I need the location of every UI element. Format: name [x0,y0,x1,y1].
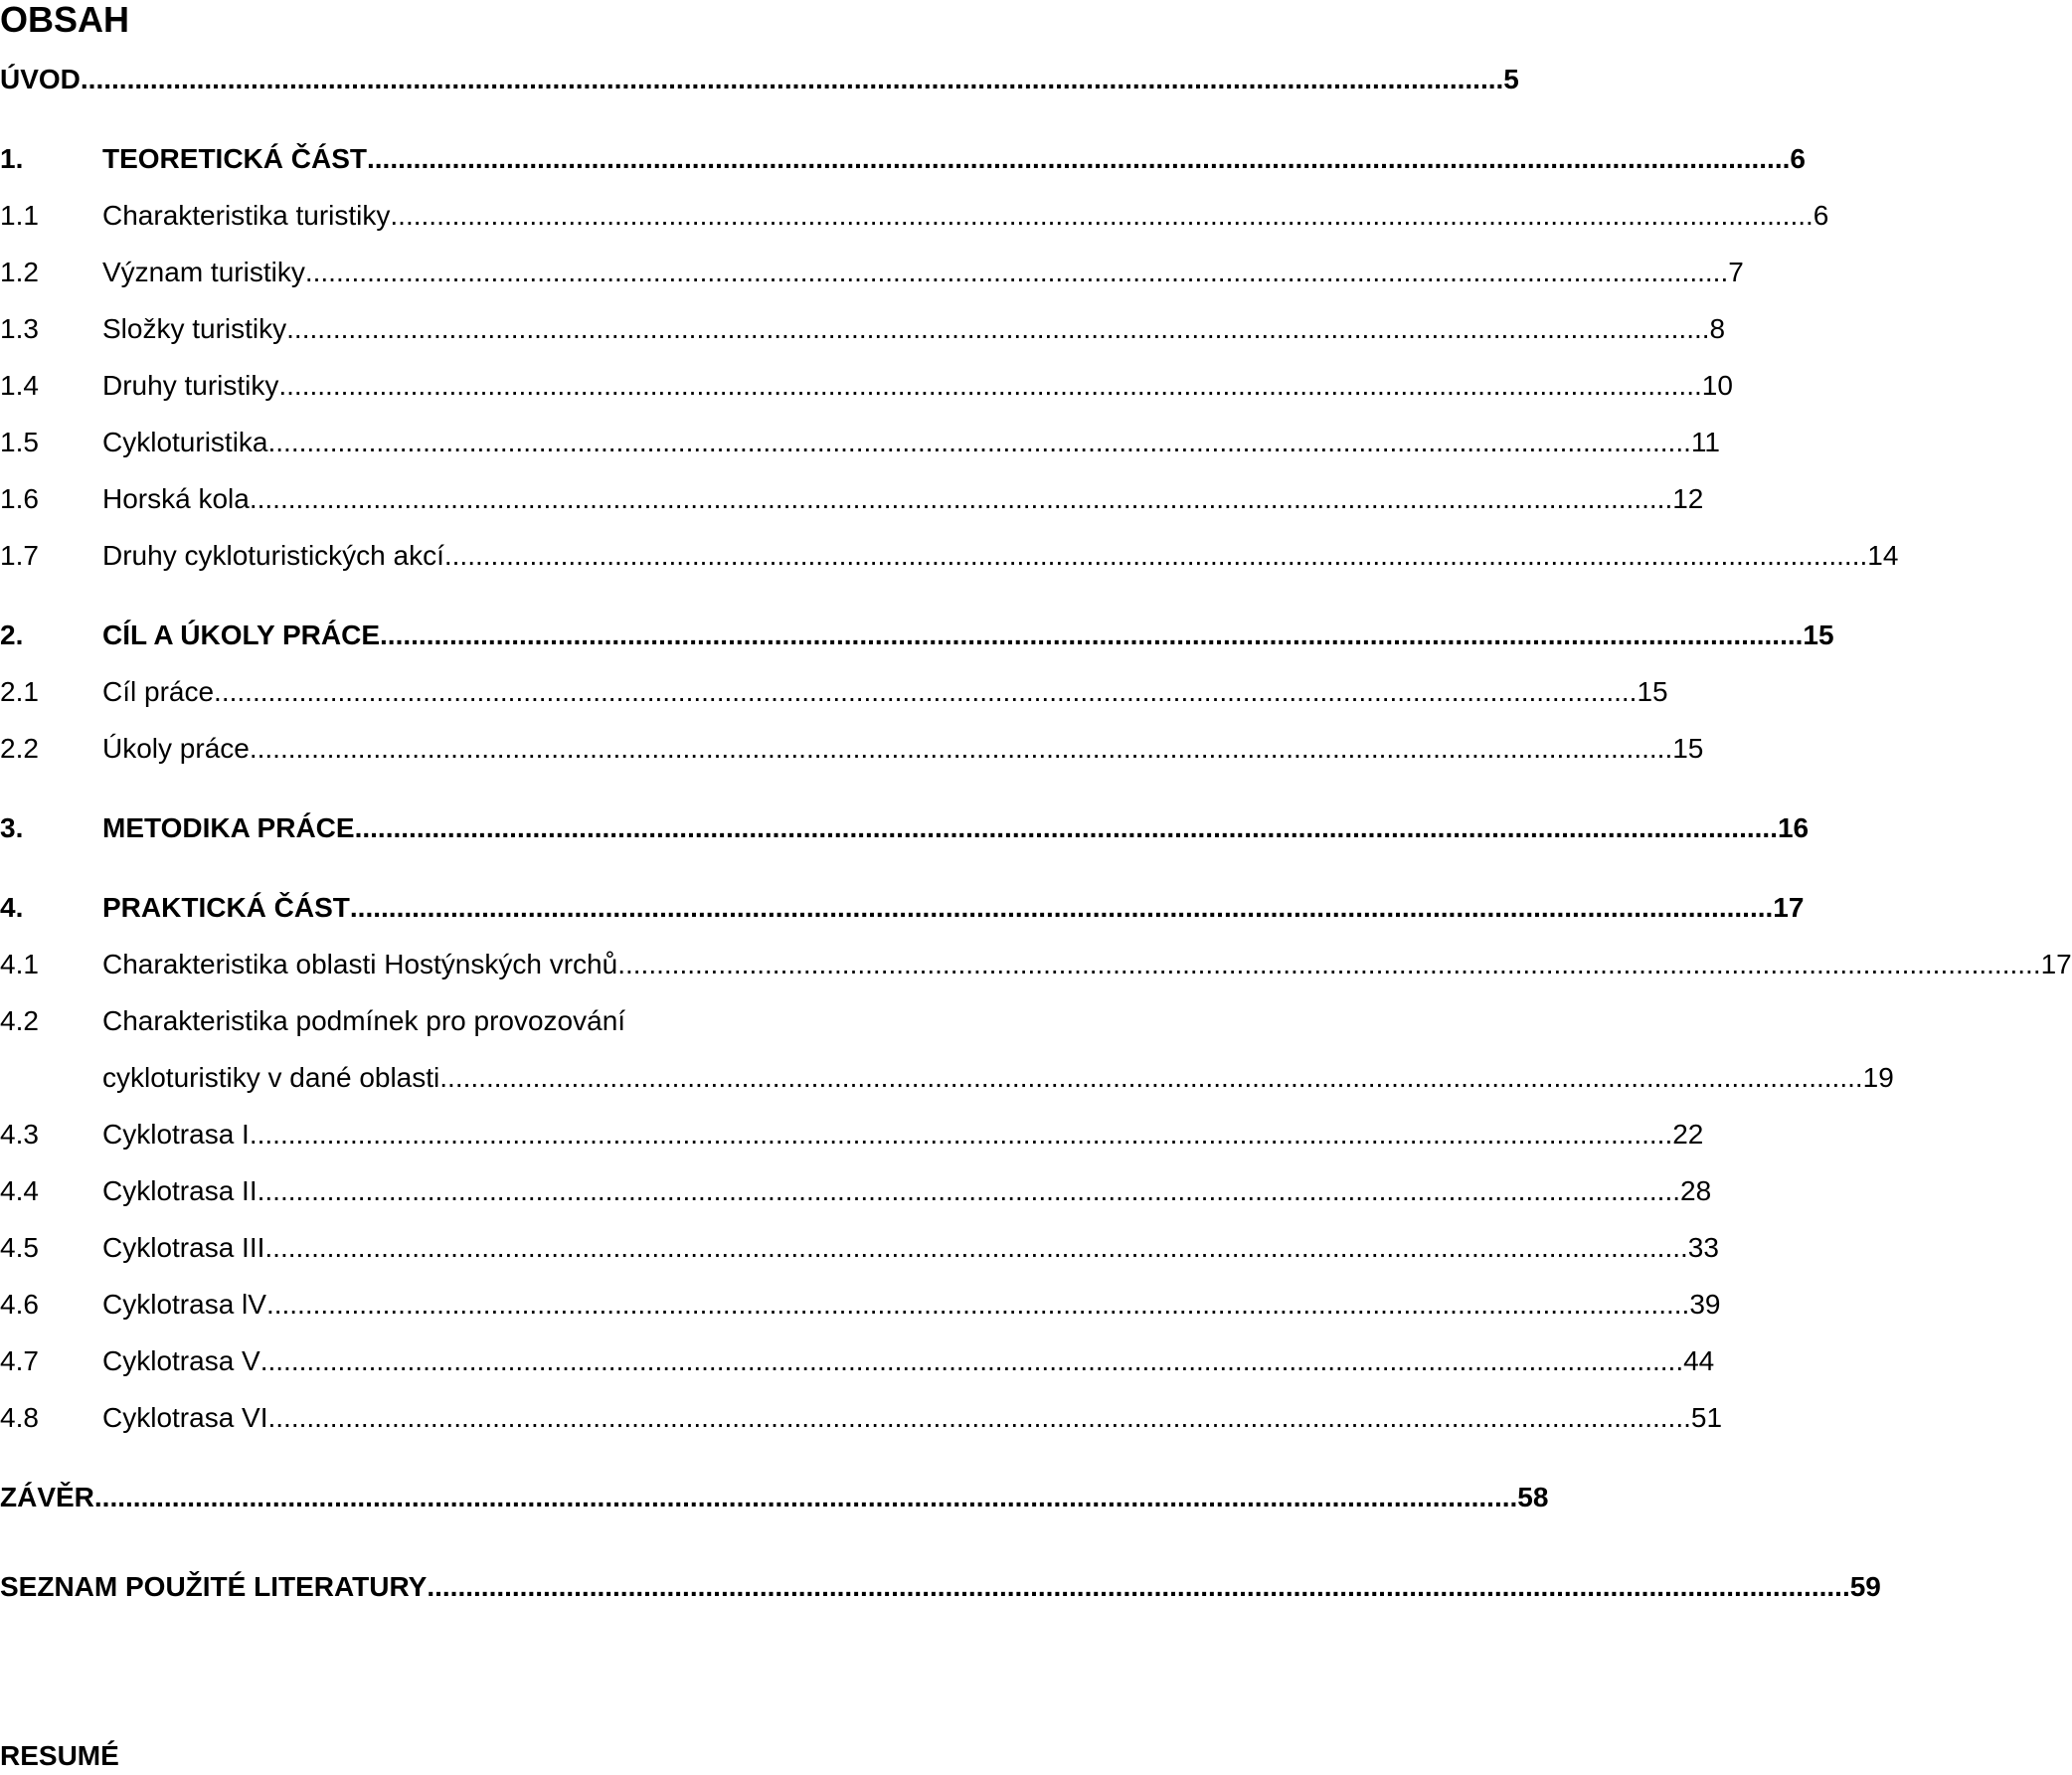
toc-entry-title: Cyklotrasa V [102,1345,260,1376]
toc-entry-1-5[interactable] [0,425,1720,460]
toc-leader: ........................................................................................................................................................................................ [249,1119,1673,1150]
toc-entry-2-2[interactable] [0,731,1704,767]
toc-entry-title: METODIKA PRÁCE [102,812,355,843]
toc-page-number: 44 [1683,1345,1715,1376]
toc-number: 4.2 [0,1005,39,1036]
toc-entry-title: Cyklotrasa I [102,1119,250,1150]
toc-number: 1.2 [0,257,39,287]
toc-number: 1.6 [0,483,39,514]
toc-entry-1-4[interactable] [0,368,1733,404]
toc-entry-title: Cíl práce [102,676,215,707]
toc-entry-literatura[interactable] [0,1569,1881,1605]
toc-entry-title: Charakteristika podmínek pro provozování [102,1005,626,1036]
toc-entry-title: ÚVOD [0,64,81,94]
toc-entry-4-8[interactable] [0,1400,1723,1436]
toc-entry-1[interactable] [0,141,1806,177]
toc-leader: ........................................................................................................................................................................................ [617,949,2041,979]
toc-entry-4-2[interactable] [0,1003,1894,1096]
toc-number: 4.1 [0,949,39,979]
toc-entry-title: ZÁVĚR [0,1482,94,1512]
toc-page-number: 16 [1777,812,1810,843]
toc-page-number: 7 [1728,257,1744,287]
toc-page-number: 5 [1503,64,1519,94]
toc-number: 4.4 [0,1175,39,1206]
toc-number: 4. [0,892,24,923]
toc-leader: ........................................................................................................................................................................................ [267,1402,1691,1433]
toc-leader: ........................................................................................................................................................................................ [257,1175,1680,1206]
toc-page-number: 6 [1790,143,1806,174]
toc-page-number: 17 [2040,949,2072,979]
toc-entry-title-continuation [102,1060,1894,1096]
toc-entry-title: Druhy turistiky [102,370,279,401]
toc-page-number: 19 [1862,1062,1894,1093]
toc-number: 1.5 [0,427,39,457]
toc-number: 2.1 [0,676,39,707]
toc-leader: ........................................................................................................................................................................................ [349,892,1774,923]
toc-page-number: 51 [1690,1402,1723,1433]
toc-entry-4-7[interactable] [0,1343,1715,1379]
toc-entry-zaver[interactable] [0,1480,1549,1515]
toc-page-number: 22 [1672,1119,1704,1150]
toc-entry-title-line2: cykloturistiky v dané oblasti [102,1062,440,1093]
toc-leader: ........................................................................................................................................................................................ [380,620,1804,650]
toc-entry-4-6[interactable] [0,1287,1721,1323]
toc-entry-title: Úkoly práce [102,733,250,764]
toc-entry-2-1[interactable] [0,674,1668,710]
toc-leader: ........................................................................................................................................................................................ [286,313,1710,344]
toc-entry-title: Cykloturistika [102,427,268,457]
toc-leader: ........................................................................................................................................................................................ [264,1232,1688,1263]
toc-entry-resume[interactable] [0,1738,950,1774]
toc-entry-4-5[interactable] [0,1230,1719,1266]
toc-entry-3[interactable] [0,810,1810,846]
toc-leader: ........................................................................................................................................................................................ [249,483,1673,514]
toc-entry-title: Charakteristika oblasti Hostýnských vrchů [102,949,618,979]
toc-leader: ........................................................................................................................................................................................ [80,64,1504,94]
toc-entry-1-6[interactable] [0,481,1704,517]
toc-page-number: 11 [1690,427,1720,457]
toc-entry-title: PRAKTICKÁ ČÁST [102,892,350,923]
toc-leader: ........................................................................................................................................................................................ [439,1062,1863,1093]
toc-number: 1.1 [0,200,39,231]
toc-leader: ........................................................................................................................................................................................ [354,812,1778,843]
toc-entry-title: Charakteristika turistiky [102,200,391,231]
toc-page-number: 15 [1803,620,1834,650]
toc-entry-uvod[interactable] [0,62,1519,97]
toc-leader: ........................................................................................................................................................................................ [265,1289,1690,1320]
toc-page-number: 59 [1849,1571,1881,1602]
toc-entry-4-3[interactable] [0,1117,1704,1153]
toc-leader: ........................................................................................................................................................................................ [249,733,1673,764]
toc-page-number: 6 [1813,200,1829,231]
toc-entry-title: Složky turistiky [102,313,287,344]
toc-entry-title: RESUMÉ [0,1740,119,1771]
toc-entry-title: Cyklotrasa VI [102,1402,268,1433]
toc-page-number: 17 [1773,892,1805,923]
toc-page-number: 12 [1672,483,1704,514]
toc-leader: ........................................................................................................................................................................................ [367,143,1791,174]
toc-entry-title: CÍL A ÚKOLY PRÁCE [102,620,381,650]
toc-page-number: 58 [1517,1482,1549,1512]
toc-number: 2.2 [0,733,39,764]
toc-entry-title: Cyklotrasa lV [102,1289,266,1320]
toc-entry-1-2[interactable] [0,255,1744,290]
toc-leader: ........................................................................................................................................................................................ [267,427,1691,457]
toc-leader: ........................................................................................................................................................................................ [93,1482,1518,1512]
toc-entry-title: Horská kola [102,483,250,514]
toc-page-number: 28 [1680,1175,1712,1206]
toc-leader: ........................................................................................................................................................................................ [214,676,1638,707]
toc-number: 4.8 [0,1402,39,1433]
toc-entry-title: Druhy cykloturistických akcí [102,540,444,571]
toc-entry-1-1[interactable] [0,198,1829,234]
toc-entry-title: Cyklotrasa III [102,1232,265,1263]
toc-entry-title: Cyklotrasa II [102,1175,258,1206]
toc-entry-4-4[interactable] [0,1173,1712,1209]
toc-number: 4.7 [0,1345,39,1376]
toc-entry-4-1[interactable] [0,947,2072,982]
toc-leader: ........................................................................................................................................................................................ [304,257,1729,287]
toc-page-number: 15 [1672,733,1704,764]
toc-leader: ........................................................................................................................................................................................ [443,540,1868,571]
toc-page-number: 33 [1687,1232,1719,1263]
toc-page-number: 15 [1637,676,1668,707]
toc-entry-4[interactable] [0,890,1805,926]
toc-entry-1-7[interactable] [0,538,1899,574]
toc-entry-title: Význam turistiky [102,257,305,287]
toc-page-number: 39 [1689,1289,1721,1320]
toc-number: 1.4 [0,370,39,401]
toc-leader: ........................................................................................................................................................................................ [259,1345,1684,1376]
toc-page-number: 14 [1867,540,1899,571]
toc-number: 4.3 [0,1119,39,1150]
toc-entry-title: TEORETICKÁ ČÁST [102,143,367,174]
toc-number: 2. [0,620,24,650]
toc-number: 4.6 [0,1289,39,1320]
toc-leader: ........................................................................................................................................................................................ [427,1571,1850,1602]
toc-number: 1.7 [0,540,39,571]
toc-page-number: 8 [1709,313,1726,344]
toc-entry-title: SEZNAM POUŽITÉ LITERATURY [0,1571,428,1602]
toc-number: 1. [0,143,24,174]
toc-entry-1-3[interactable] [0,311,1726,347]
toc-leader: ........................................................................................................................................................................................ [390,200,1813,231]
toc-number: 1.3 [0,313,39,344]
toc-entry-2[interactable] [0,618,1834,653]
toc-number: 3. [0,812,24,843]
toc-page-number: 10 [1701,370,1733,401]
toc-number: 4.5 [0,1232,39,1263]
page-title: OBSAH [0,0,130,40]
toc-leader: ........................................................................................................................................................................................ [278,370,1702,401]
